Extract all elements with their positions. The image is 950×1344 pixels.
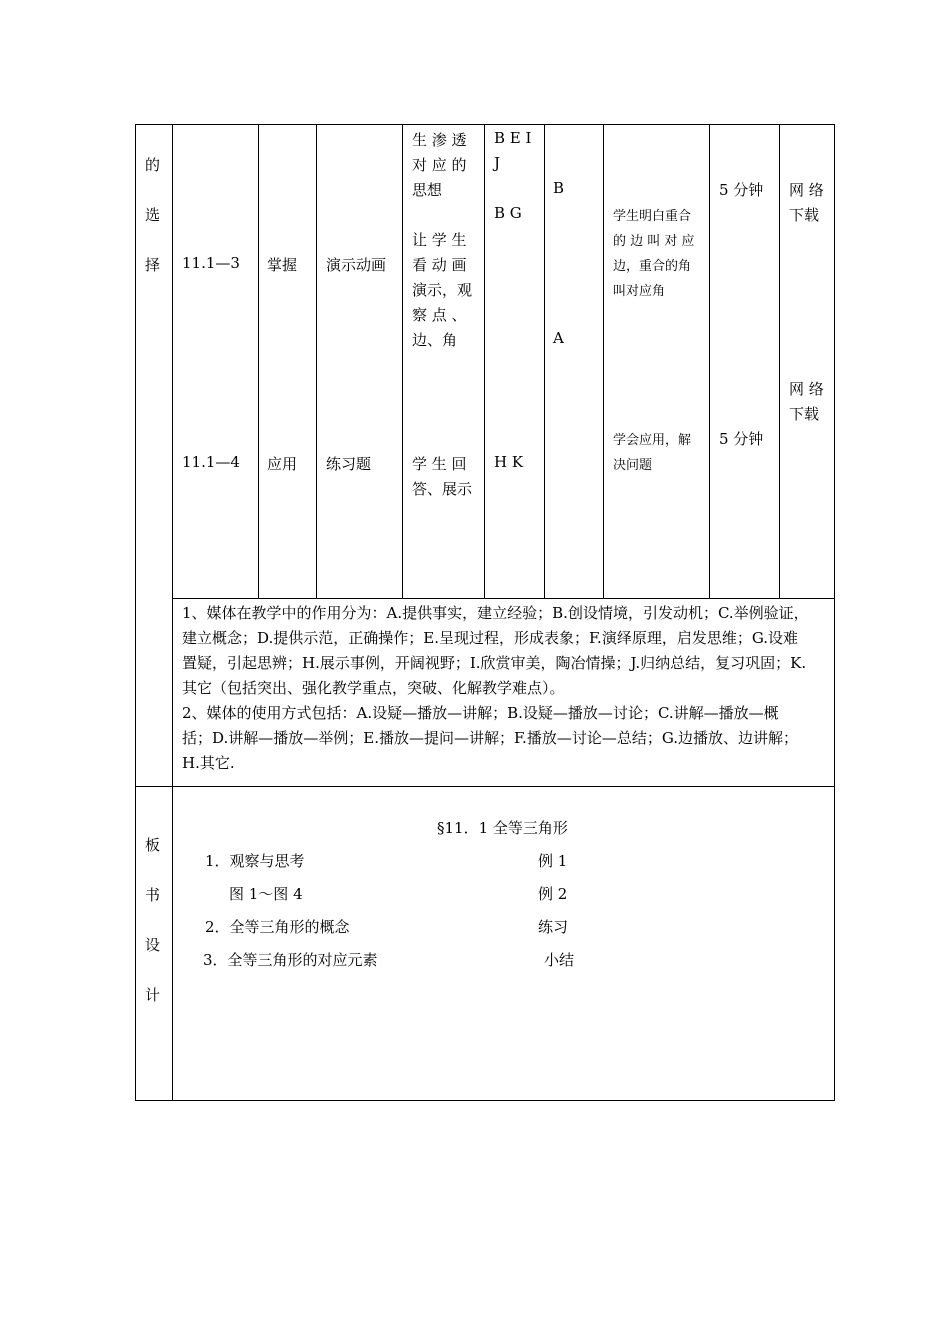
note-line: 1、媒体在教学中的作用分为：A.提供事实，建立经验；B.创设情境，引发动机；C.举例验证， [182, 604, 809, 622]
board-header-char: 计 [145, 986, 161, 1004]
level-cell: 应用 [267, 455, 298, 473]
content-line: 学 生 回 [412, 455, 467, 473]
note-line: H.其它. [182, 754, 235, 772]
content-line: 边、角 [412, 331, 458, 349]
note-line: 置疑，引起思辨；H.展示事例，开阔视野；I.欣赏审美，陶冶情操；J.归纳总结，复习巩固；K. [182, 654, 807, 672]
note-line: 括；D.讲解—播放—举例；E.播放—提问—讲解；F.播放—讨论—总结；G.边播放、边讲解； [182, 729, 799, 747]
source-line: 网 络 [789, 181, 824, 199]
medium-cell: 演示动画 [326, 256, 387, 274]
goal-line: 边，重合的角 [613, 259, 692, 274]
col-line-1 [258, 124, 259, 598]
content-line: 答、展示 [412, 480, 473, 498]
media-code: H K [494, 453, 524, 471]
goal-line: 决问题 [613, 458, 653, 473]
board-right-line: 例 2 [538, 885, 568, 903]
header-char: 选 [145, 206, 161, 224]
col-line-8 [779, 124, 780, 598]
col-line-6 [603, 124, 604, 598]
goal-line: 学会应用，解 [613, 433, 692, 448]
medium-cell: 练习题 [326, 455, 372, 473]
board-left-line: 2．全等三角形的概念 [205, 918, 350, 936]
source-line: 下载 [789, 206, 820, 224]
source-line: 网 络 [789, 380, 824, 398]
header-char: 择 [145, 256, 161, 274]
time-cell: 5 分钟 [719, 181, 764, 199]
content-line: 察 点 、 [412, 306, 467, 324]
table-divider-header [172, 124, 173, 1101]
note-line: 2、媒体的使用方式包括：A.设疑—播放—讲解；B.设疑—播放—讨论；C.讲解—播放—概 [182, 704, 779, 722]
board-right-line: 小结 [544, 951, 575, 969]
content-line: 对 应 的 [412, 156, 467, 174]
board-header-char: 板 [145, 836, 161, 854]
goal-line: 的 边 叫 对 应 [613, 234, 695, 249]
content-line: 生 渗 透 [412, 131, 467, 149]
table-border-top [135, 124, 835, 125]
content-line: 思想 [412, 181, 443, 199]
table-border-left [135, 124, 136, 1101]
board-header-char: 设 [145, 936, 161, 954]
section-number: 11.1—4 [182, 453, 240, 471]
board-title: §11．1 全等三角形 [437, 819, 568, 837]
col-line-7 [709, 124, 710, 598]
usage-code: A [553, 329, 564, 347]
level-cell: 掌握 [267, 256, 298, 274]
board-header-char: 书 [145, 886, 161, 904]
row-line-board [135, 786, 835, 787]
col-line-2 [316, 124, 317, 598]
source-line: 下载 [789, 405, 820, 423]
goal-line: 学生明白重合 [613, 209, 692, 224]
time-cell: 5 分钟 [719, 430, 764, 448]
table-border-right [834, 124, 835, 1101]
media-code: J [494, 154, 501, 172]
content-line: 演示，观 [412, 281, 473, 299]
board-left-line: 1．观察与思考 [205, 852, 305, 870]
section-number: 11.1—3 [182, 254, 240, 272]
row-line-notes [172, 598, 835, 599]
board-right-line: 例 1 [538, 852, 568, 870]
col-line-4 [484, 124, 485, 598]
media-code: B E I [494, 129, 532, 147]
col-line-5 [544, 124, 545, 598]
board-left-line: 3．全等三角形的对应元素 [203, 951, 378, 969]
note-line: 建立概念；D.提供示范，正确操作；E.呈现过程，形成表象；F.演绎原理，启发思维；G.设难 [182, 629, 799, 647]
board-left-line: 图 1～图 4 [229, 885, 303, 903]
media-code: B G [494, 204, 522, 222]
content-line: 让 学 生 [412, 231, 467, 249]
col-line-3 [402, 124, 403, 598]
goal-line: 叫对应角 [613, 284, 666, 299]
header-char: 的 [145, 156, 161, 174]
content-line: 看 动 画 [412, 256, 467, 274]
table-border-bottom [135, 1100, 835, 1101]
note-line: 其它（包括突出、强化教学重点，突破、化解教学难点）。 [182, 679, 565, 697]
usage-code: B [553, 179, 565, 197]
board-right-line: 练习 [538, 918, 569, 936]
